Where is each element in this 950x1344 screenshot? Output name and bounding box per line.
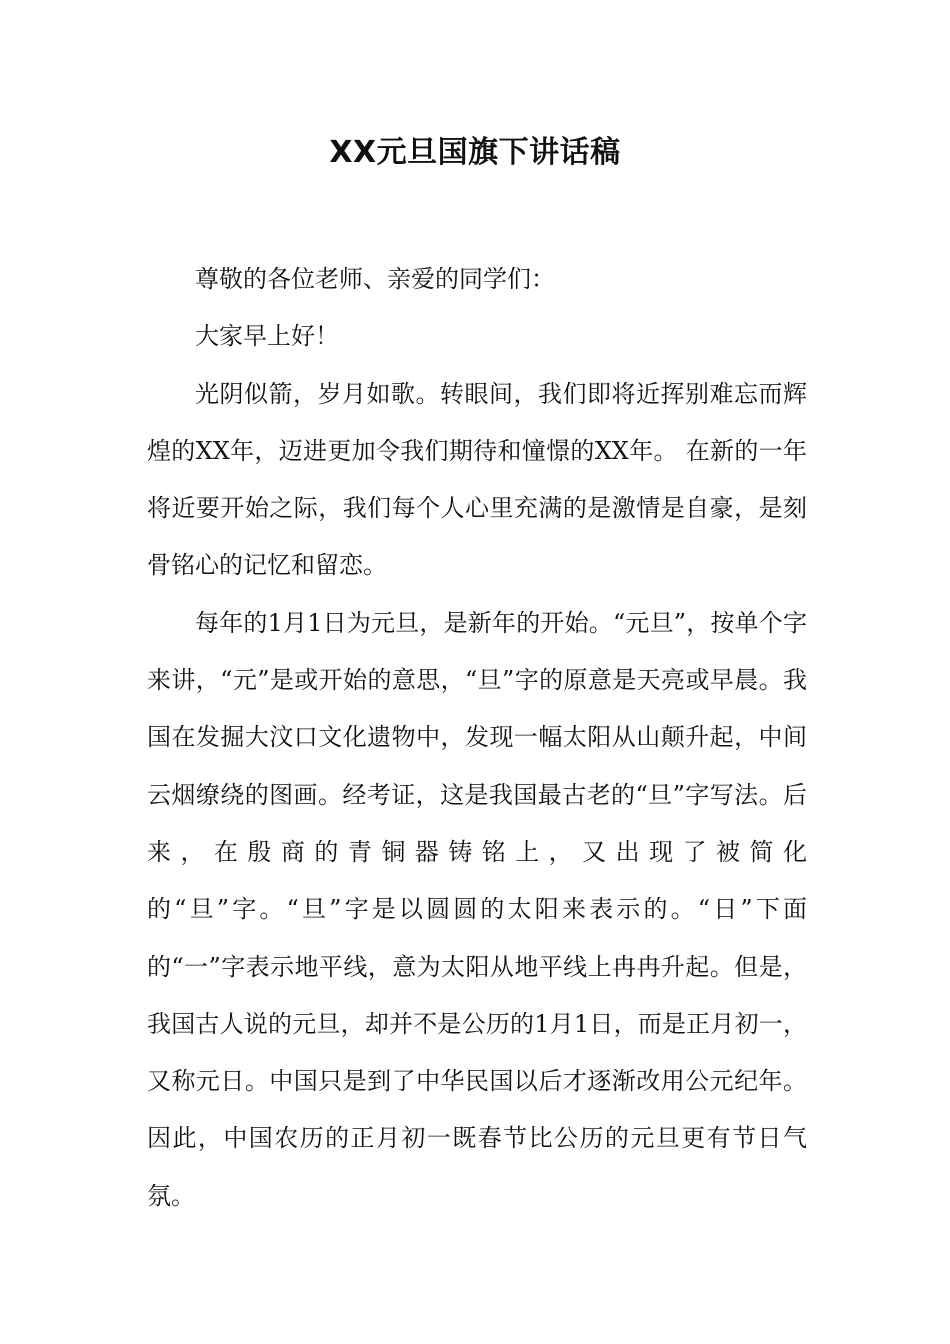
document-body bbox=[147, 251, 807, 1225]
greeting-paragraph: 大家早上好！ bbox=[195, 322, 339, 351]
body-paragraph: 光阴似箭，岁月如歌。转眼间，我们即将近挥别难忘而辉煌的XX年，迈进更加令我们期待和憧憬的XX年。 在新的一年将近要开始之际，我们每个人心里充满的是激情是自豪，是刻骨铭心的记忆和留恋。 bbox=[147, 379, 807, 580]
body-paragraph: 每年的1月1日为元旦，是新年的开始。“元旦”，按单个字来讲，“元”是或开始的意思，“旦”字的原意是天亮或早晨。我国在发掘大汶口文化遗物中，发现一幅太阳从山颠升起，中间云烟缭绕的图画。经考证，这是我国最古老的“旦”字写法。后来，在殷商的青铜器铸铭上，又出现了被简化的“旦”字。“旦”字是以圆圆的太阳来表示的。“日”下面的“一”字表示地平线，意为太阳从地平线上冉冉升起。但是，我国古人说的元旦，却并不是公历的1月1日，而是正月初一，又称元日。中国只是到了中华民国以后才逐渐改用公元纪年。因此，中国农历的正月初一既春节比公历的元旦更有节日气氛。 bbox=[147, 608, 807, 1210]
salutation-paragraph: 尊敬的各位老师、亲爱的同学们： bbox=[195, 265, 555, 293]
document-title: XX元旦国旗下讲话稿 bbox=[329, 135, 621, 170]
